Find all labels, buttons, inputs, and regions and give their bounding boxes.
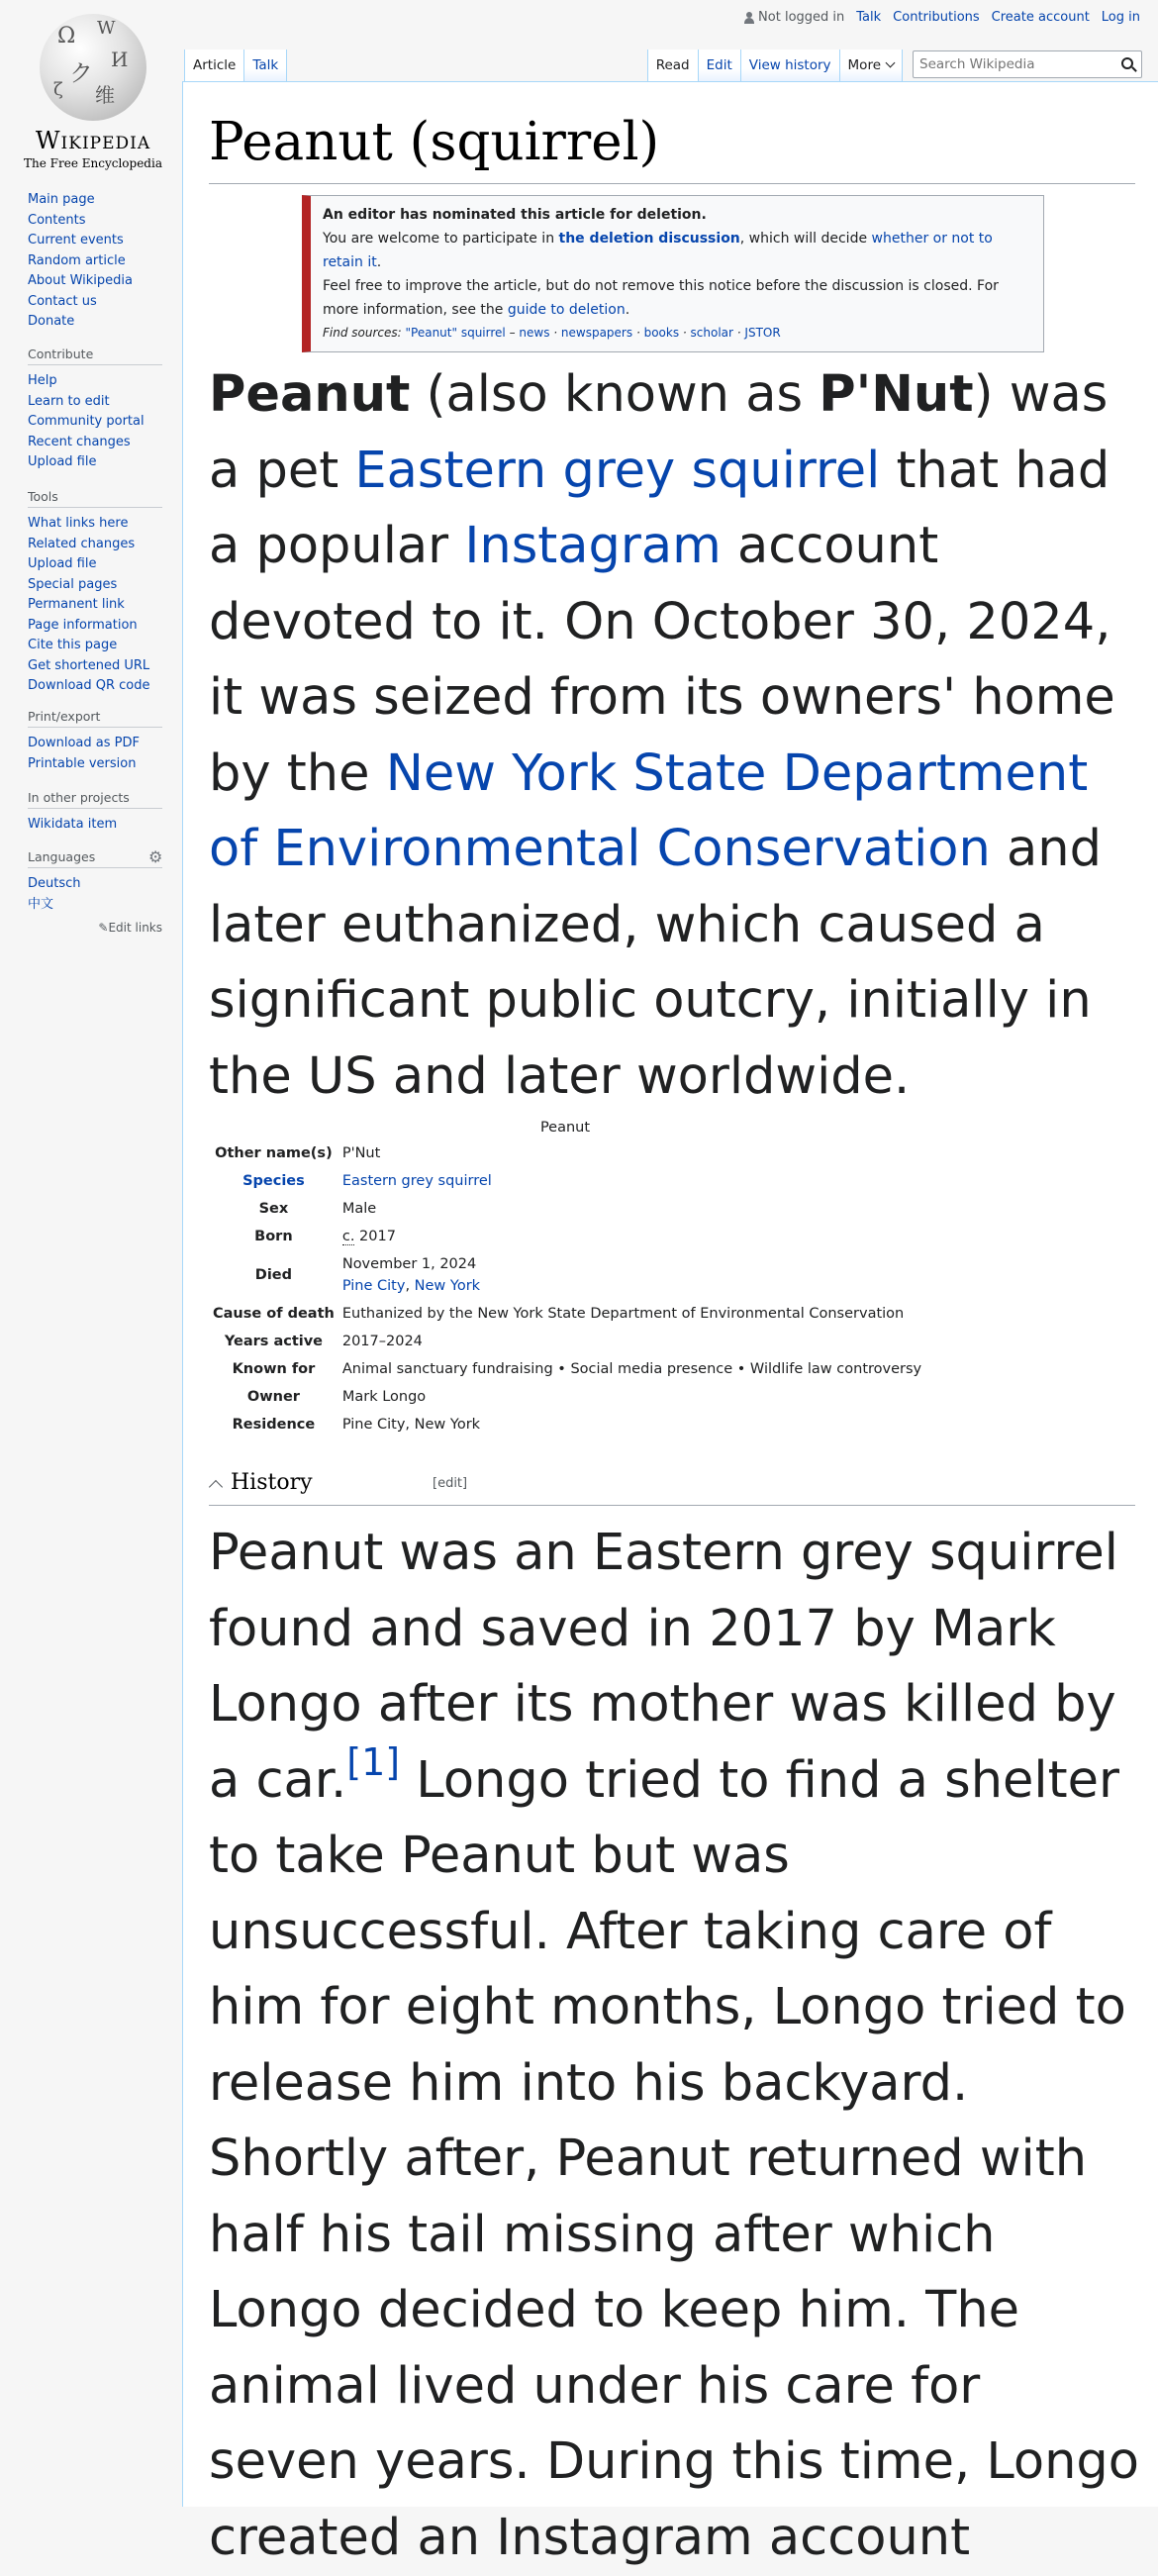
infobox-value: Mark Longo: [341, 1389, 427, 1405]
sidebar-item-upload-file[interactable]: Upload file: [28, 454, 97, 469]
infobox-row-species: [209, 1167, 927, 1195]
page-title: Peanut (squirrel): [209, 108, 1135, 184]
source-link-news[interactable]: news: [519, 326, 550, 340]
tab-view-history[interactable]: View history: [741, 50, 840, 81]
infobox-row-cause-of-death: [209, 1300, 927, 1328]
not-logged-in-status: [744, 10, 844, 25]
infobox-value: 2017: [354, 1229, 396, 1244]
instagram-link[interactable]: Instagram: [464, 517, 722, 575]
wikipedia-tagline: The Free Encyclopedia: [24, 156, 162, 170]
edit-links[interactable]: [28, 921, 162, 935]
infobox-label: Owner: [246, 1389, 300, 1405]
infobox-label: Cause of death: [213, 1306, 335, 1322]
eastern-grey-squirrel-link[interactable]: Eastern grey squirrel: [354, 441, 881, 500]
infobox-label: Other name(s): [215, 1145, 333, 1161]
infobox-row-known-for: [209, 1355, 927, 1383]
article-content: [182, 81, 1158, 2567]
sidebar-print-export: [28, 709, 162, 774]
infobox-row-other-names: [209, 1139, 927, 1167]
deletion-notice-text: , which will decide: [739, 231, 872, 247]
lead-text: ) was a pet: [209, 365, 1109, 500]
view-tabs: [647, 50, 1142, 81]
sidebar-item-recent-changes[interactable]: Recent changes: [28, 434, 131, 449]
namespace-tabs: [184, 50, 287, 81]
sidebar-item-contact-us[interactable]: Contact us: [28, 293, 97, 309]
chevron-up-icon[interactable]: [209, 1480, 223, 1494]
history-paragraph: [209, 1516, 1139, 2576]
sidebar-item-main-page[interactable]: Main page: [28, 192, 95, 207]
infobox: [209, 1120, 1139, 1438]
infobox-value: Euthanized by the New York State Department of Environmental Conservation: [341, 1306, 905, 1322]
infobox-row-residence: [209, 1411, 927, 1438]
tab-talk[interactable]: Talk: [244, 50, 287, 81]
sidebar-heading-print-export: Print/export: [28, 709, 162, 728]
sidebar-item-learn-to-edit[interactable]: Learn to edit: [28, 393, 110, 409]
infobox-label: Born: [254, 1229, 293, 1244]
deletion-notice-line2: [323, 274, 1031, 322]
sidebar-item-about-wikipedia[interactable]: About Wikipedia: [28, 273, 133, 288]
circa-abbr: c.: [341, 1229, 355, 1244]
wikipedia-wordmark: Wikipedia: [35, 127, 151, 154]
deletion-notice-text: .: [625, 302, 630, 318]
personal-contributions-link[interactable]: Contributions: [893, 10, 980, 25]
sidebar-item-lang-chinese[interactable]: 中文: [28, 896, 54, 912]
infobox-label: Sex: [258, 1201, 289, 1217]
sidebar-heading-tools: Tools: [28, 489, 162, 508]
infobox-label: Died: [254, 1267, 293, 1283]
infobox-label: Known for: [232, 1361, 316, 1377]
wikipedia-globe-icon: Ω W И ク ζ 维: [40, 14, 146, 121]
search-box: [913, 50, 1142, 78]
deletion-notice-text: You are welcome to participate in: [323, 231, 559, 247]
sidebar-contribute: [28, 347, 162, 473]
infobox-value: Animal sanctuary fundraising • Social media presence • Wildlife law controversy: [341, 1361, 922, 1377]
sidebar-heading-other-projects: In other projects: [28, 790, 162, 809]
infobox-species-link[interactable]: Eastern grey squirrel: [341, 1173, 492, 1189]
edit-links-label: Edit links: [108, 921, 162, 935]
history-heading-text: History: [231, 1470, 313, 1495]
deletion-notice-text: .: [376, 254, 382, 270]
sidebar-item-page-information[interactable]: Page information: [28, 617, 138, 633]
infobox-caption: Peanut: [539, 1120, 591, 1136]
deletion-notice-text: Feel free to improve the article, but do not remove this notice before the discussion is closed. For more information, see the: [323, 278, 999, 318]
sidebar-navigation: [28, 190, 162, 333]
infobox-row-sex: [209, 1195, 927, 1223]
source-link-newspapers[interactable]: newspapers: [560, 326, 633, 340]
not-logged-in-label: Not logged in: [758, 10, 845, 25]
sidebar-item-lang-deutsch[interactable]: Deutsch: [28, 876, 81, 891]
search-icon[interactable]: [1121, 57, 1133, 69]
sidebar-item-download-pdf[interactable]: Download as PDF: [28, 736, 140, 750]
find-sources-label: Find sources:: [323, 326, 402, 340]
sidebar-item-download-qr-code[interactable]: Download QR code: [28, 678, 150, 693]
chevron-down-icon: [886, 58, 896, 68]
sidebar-other-projects: [28, 790, 162, 836]
lead-paragraph: [209, 357, 1139, 1115]
infobox-value: 2017–2024: [341, 1334, 423, 1349]
sidebar-item-related-changes[interactable]: Related changes: [28, 536, 136, 551]
died-date: November 1, 2024: [341, 1256, 477, 1272]
tab-more[interactable]: [840, 50, 903, 81]
sidebar-item-wikidata-item[interactable]: Wikidata item: [28, 817, 118, 832]
personal-tools: [744, 10, 1140, 25]
died-separator: ,: [405, 1278, 415, 1294]
sidebar-item-printable-version[interactable]: Printable version: [28, 755, 137, 771]
infobox-row-born: [209, 1223, 927, 1250]
personal-talk-link[interactable]: Talk: [856, 10, 882, 25]
deletion-notice: [302, 195, 1044, 352]
wikipedia-logo[interactable]: [24, 14, 162, 170]
pine-city-link[interactable]: Pine City: [341, 1278, 406, 1294]
deletion-notice-line1: [323, 227, 1031, 274]
sidebar-item-what-links-here[interactable]: What links here: [28, 516, 129, 531]
lead-text: (also known as: [410, 365, 820, 424]
sidebar-item-special-pages[interactable]: Special pages: [28, 576, 118, 592]
lead-text: that had a popular: [209, 441, 1110, 575]
search-input[interactable]: [914, 51, 1102, 77]
history-text: Peanut was an Eastern grey squirrel found and saved in 2017 by Mark Longo after its mother was killed by a car.: [209, 1524, 1118, 1810]
source-link-squirrel[interactable]: "Peanut" squirrel: [405, 326, 506, 340]
history-edit-link[interactable]: [edit]: [433, 1476, 468, 1491]
source-link-books[interactable]: books: [643, 326, 680, 340]
infobox-value: P'Nut: [341, 1145, 381, 1161]
tab-edit[interactable]: Edit: [699, 50, 741, 81]
pencil-icon: ✎: [98, 921, 109, 935]
sidebar-item-get-shortened-url[interactable]: Get shortened URL: [28, 657, 150, 673]
sidebar-item-current-events[interactable]: Current events: [28, 233, 124, 248]
sidebar-heading-contribute: Contribute: [28, 347, 162, 365]
create-account-link[interactable]: Create account: [991, 10, 1090, 25]
sidebar-tools: [28, 489, 162, 697]
gear-icon[interactable]: ⚙: [148, 847, 163, 866]
sidebar-item-contents[interactable]: Contents: [28, 212, 86, 228]
sidebar-heading-languages: [28, 849, 162, 868]
tab-article[interactable]: Article: [184, 50, 244, 81]
lead-bold-pnut: P'Nut: [819, 365, 974, 424]
tab-read[interactable]: Read: [647, 50, 699, 81]
source-link-jstor[interactable]: JSTOR: [744, 326, 781, 340]
new-york-link[interactable]: New York: [414, 1278, 481, 1294]
sidebar-item-cite-this-page[interactable]: Cite this page: [28, 638, 118, 652]
infobox-row-owner: [209, 1383, 927, 1411]
guide-to-deletion-link[interactable]: guide to deletion: [507, 302, 626, 318]
infobox-label: Years active: [224, 1334, 324, 1349]
source-link-scholar[interactable]: scholar: [690, 326, 733, 340]
sidebar-item-permanent-link[interactable]: Permanent link: [28, 597, 125, 612]
sidebar-item-community-portal[interactable]: Community portal: [28, 414, 145, 429]
sidebar-item-donate[interactable]: Donate: [28, 314, 75, 329]
species-label-link[interactable]: Species: [242, 1173, 305, 1189]
lead-text: and later euthanized, which caused a significant public outcry, initially in the US and later worldwide.: [209, 820, 1102, 1106]
deletion-discussion-link[interactable]: the deletion discussion: [558, 231, 740, 247]
section-heading-history[interactable]: [209, 1470, 1135, 1506]
sidebar-item-help[interactable]: Help: [28, 373, 57, 388]
log-in-link[interactable]: Log in: [1101, 10, 1140, 25]
sidebar-languages: [28, 849, 162, 935]
reference-1-link[interactable]: [1]: [346, 1739, 401, 1784]
find-sources: Find sources: "Peanut" squirrel – news · newspapers · books · scholar · JSTOR: [323, 326, 781, 340]
sidebar-item-random-article[interactable]: Random article: [28, 252, 126, 268]
whether-to-retain-link[interactable]: whether or not to retain it: [323, 231, 993, 270]
user-icon: [744, 12, 754, 24]
nysdec-link[interactable]: New York State Department of Environmental Conservation: [209, 743, 1089, 878]
lead-text: account devoted to it. On October 30, 2024, it was seized from its owners' home by the: [209, 517, 1115, 803]
history-text: Longo tried to find a shelter to take Peanut but was unsuccessful. After taking care of him for eight months, Longo tried to release him into his backyard. Shortly after, Peanut returned with half his tail missing after which Longo decided to keep him. The animal lived under his care for seven years. During this time, Longo created an Instagram account: [209, 1750, 1139, 2567]
languages-heading-label: Languages: [28, 849, 96, 864]
tab-more-label: More: [847, 57, 881, 73]
lead-bold-peanut: Peanut: [209, 365, 411, 424]
infobox-value: Pine City, New York: [341, 1417, 481, 1433]
sidebar-item-upload-file-tools[interactable]: Upload file: [28, 556, 97, 571]
deletion-notice-headline: An editor has nominated this article for deletion.: [323, 207, 707, 223]
infobox-row-years-active: [209, 1328, 927, 1355]
infobox-label: Residence: [232, 1417, 316, 1433]
infobox-value: Male: [341, 1201, 377, 1217]
infobox-row-died: [209, 1250, 927, 1300]
infobox-table: [209, 1139, 927, 1438]
